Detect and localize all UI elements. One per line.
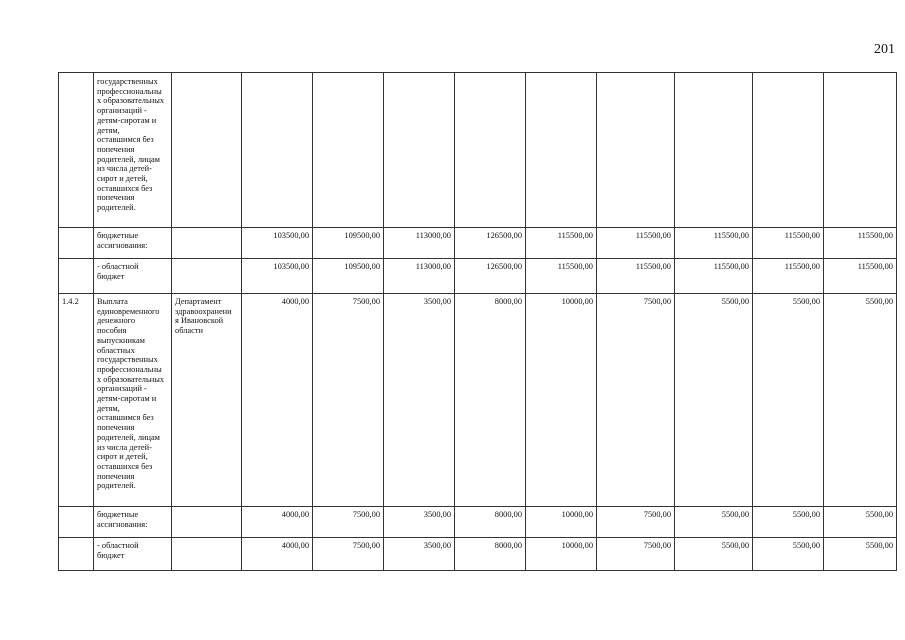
value-cell	[526, 73, 597, 228]
value-cell: 126500,00	[455, 259, 526, 294]
row-department	[172, 228, 242, 259]
row-index	[59, 228, 94, 259]
row-department	[172, 259, 242, 294]
value-cell: 126500,00	[455, 228, 526, 259]
value-cell: 3500,00	[384, 538, 455, 571]
value-cell: 7500,00	[313, 538, 384, 571]
value-cell	[455, 73, 526, 228]
value-cell: 115500,00	[597, 228, 675, 259]
value-cell: 7500,00	[313, 294, 384, 507]
value-cell: 3500,00	[384, 294, 455, 507]
value-cell: 4000,00	[242, 507, 313, 538]
table-row	[59, 228, 897, 259]
page-number: 201	[874, 42, 895, 57]
value-cell	[597, 73, 675, 228]
value-cell: 5500,00	[753, 538, 824, 571]
value-cell: 115500,00	[526, 228, 597, 259]
table-row	[59, 538, 897, 571]
row-description: - областной бюджет	[94, 259, 172, 294]
value-cell: 103500,00	[242, 259, 313, 294]
value-cell: 4000,00	[242, 294, 313, 507]
value-cell: 115500,00	[824, 228, 897, 259]
row-index	[59, 73, 94, 228]
value-cell: 115500,00	[753, 228, 824, 259]
value-cell	[384, 73, 455, 228]
table-row	[59, 259, 897, 294]
value-cell: 5500,00	[824, 507, 897, 538]
value-cell: 5500,00	[675, 294, 753, 507]
row-department	[172, 538, 242, 571]
value-cell: 5500,00	[753, 294, 824, 507]
row-description: государственных профессиональны х образовательных организаций - детям-сиротам и детям, оставшимся без попечения родителей, лицам из числа детей- сирот и детей, оставшихся без попечения родителей.	[94, 73, 172, 228]
value-cell: 4000,00	[242, 538, 313, 571]
value-cell	[824, 73, 897, 228]
value-cell: 115500,00	[526, 259, 597, 294]
value-cell: 8000,00	[455, 507, 526, 538]
value-cell: 109500,00	[313, 228, 384, 259]
row-description: бюджетные ассигнования:	[94, 507, 172, 538]
row-index	[59, 507, 94, 538]
value-cell: 115500,00	[675, 228, 753, 259]
value-cell: 5500,00	[824, 538, 897, 571]
value-cell: 8000,00	[455, 294, 526, 507]
row-description: бюджетные ассигнования:	[94, 228, 172, 259]
value-cell: 10000,00	[526, 538, 597, 571]
budget-table	[58, 72, 897, 571]
value-cell: 3500,00	[384, 507, 455, 538]
value-cell: 5500,00	[675, 538, 753, 571]
value-cell: 113000,00	[384, 228, 455, 259]
row-department	[172, 507, 242, 538]
table-row	[59, 294, 897, 507]
value-cell: 10000,00	[526, 507, 597, 538]
value-cell: 5500,00	[753, 507, 824, 538]
row-index	[59, 259, 94, 294]
table-row	[59, 507, 897, 538]
value-cell: 109500,00	[313, 259, 384, 294]
value-cell: 7500,00	[313, 507, 384, 538]
value-cell: 5500,00	[824, 294, 897, 507]
value-cell: 10000,00	[526, 294, 597, 507]
value-cell: 8000,00	[455, 538, 526, 571]
value-cell: 103500,00	[242, 228, 313, 259]
value-cell	[242, 73, 313, 228]
row-department	[172, 73, 242, 228]
value-cell	[675, 73, 753, 228]
row-description: Выплата единовременного денежного пособия выпускникам областных государственных профессиональны х образовательных организаций - детям-сиротам и детям, оставшимся без попечения родителей, лицам из числа детей- сирот и детей, оставшихся без попечения родителей.	[94, 294, 172, 507]
table-row	[59, 73, 897, 228]
row-description: - областной бюджет	[94, 538, 172, 571]
value-cell: 115500,00	[597, 259, 675, 294]
row-index: 1.4.2	[59, 294, 94, 507]
value-cell: 7500,00	[597, 507, 675, 538]
value-cell: 115500,00	[675, 259, 753, 294]
value-cell: 7500,00	[597, 294, 675, 507]
value-cell: 5500,00	[675, 507, 753, 538]
row-department: Департамент здравоохранени я Ивановской области	[172, 294, 242, 507]
value-cell: 115500,00	[824, 259, 897, 294]
row-index	[59, 538, 94, 571]
value-cell: 113000,00	[384, 259, 455, 294]
value-cell: 7500,00	[597, 538, 675, 571]
value-cell	[313, 73, 384, 228]
value-cell	[753, 73, 824, 228]
value-cell: 115500,00	[753, 259, 824, 294]
